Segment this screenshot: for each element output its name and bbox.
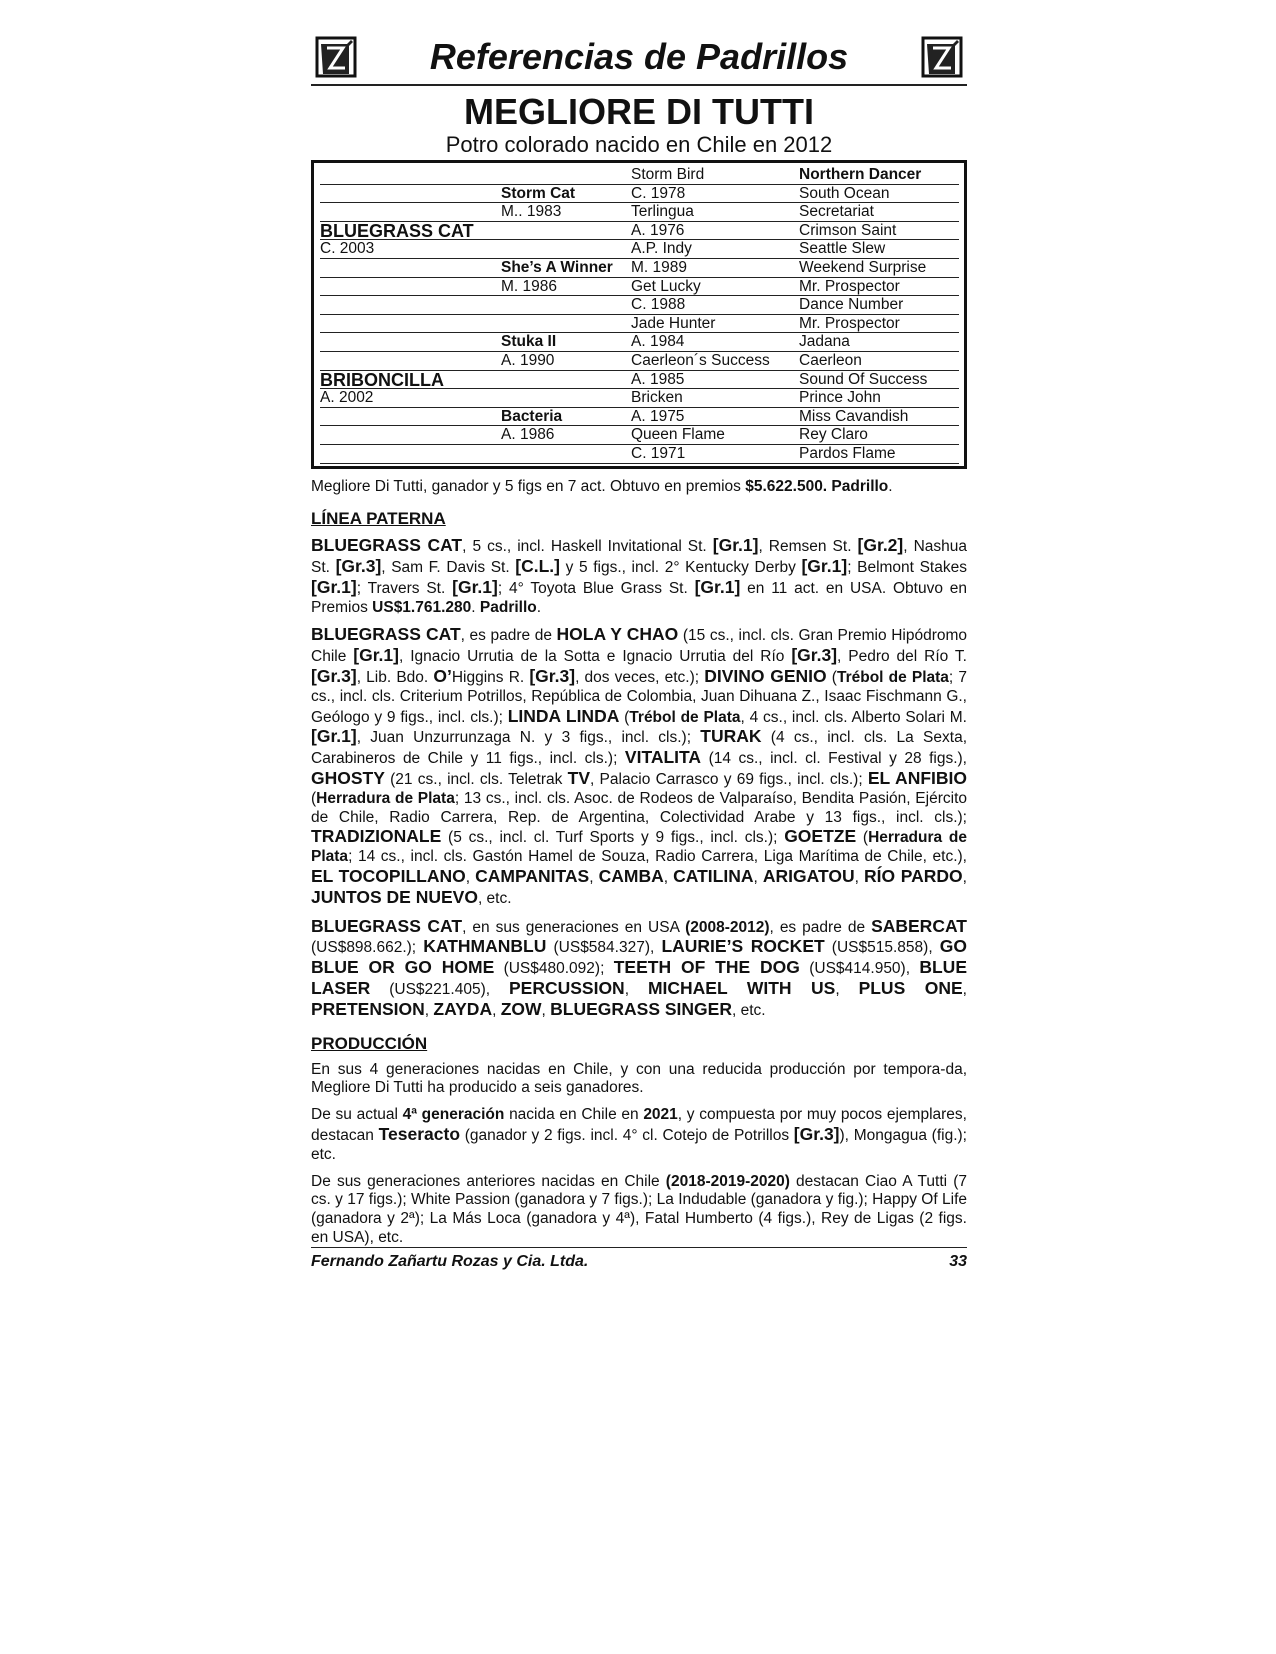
pedigree-cell [320, 445, 501, 464]
pedigree-cell: Mr. Prospector [799, 278, 959, 297]
pedigree-row [320, 259, 960, 278]
pedigree-cell: Jadana [799, 333, 959, 352]
pedigree-cell: C. 1971 [631, 445, 799, 464]
pedigree-cell: Rey Claro [799, 426, 959, 445]
footer-company: Fernando Zañartu Rozas y Cia. Ltda. [311, 1253, 589, 1270]
pedigree-cell [501, 315, 631, 334]
pedigree-cell [320, 278, 501, 297]
pedigree-cell [501, 222, 631, 241]
pedigree-cell [320, 259, 501, 278]
pedigree-cell: Storm Bird [631, 166, 799, 185]
pedigree-cell: Seattle Slew [799, 240, 959, 259]
pedigree-cell: C. 1978 [631, 185, 799, 204]
pedigree-row [320, 222, 960, 241]
pedigree-cell: Bacteria [501, 408, 631, 427]
pedigree-cell: Storm Cat [501, 185, 631, 204]
pedigree-row [320, 408, 960, 427]
pedigree-row [320, 315, 960, 334]
produccion-paragraph-2: De su actual 4ª generación nacida en Chile en 2021, y compuesta por muy pocos ejemplares, destacan Teseracto (ganador y 2 figs. incl. 4° cl. Cotejo de Potrillos [Gr.3]), Mongagua (fig.); etc. [311, 1106, 967, 1163]
page-number: 33 [949, 1253, 967, 1270]
horse-description: Potro colorado nacido en Chile en 2012 [445, 132, 833, 157]
pedigree-row [320, 296, 960, 315]
pedigree-cell: A. 1976 [631, 222, 799, 241]
pedigree-cell: Caerleon´s Success [631, 352, 799, 371]
page-footer [311, 1247, 967, 1271]
pedigree-cell: C. 2003 [320, 240, 501, 259]
pedigree-cell [320, 352, 501, 371]
paterna-paragraph-2: BLUEGRASS CAT, es padre de HOLA Y CHAO (15 cs., incl. cls. Gran Premio Hipódromo Chile [Gr.1], Ignacio Urrutia de la Sotta e Ignacio Urrutia del Río [Gr.3], Pedro del Río T. [Gr.3], Lib. Bdo. O’Higgins R. [Gr.3], dos veces, etc.); DIVINO GENIO (Trébol de Plata; 7 cs., incl. cls. Criterium Potrillos, República de Colombia, Juan Dihuana Z., Isaac Fischmann G., Geólogo y 9 figs., incl. cls.); LINDA LINDA (Trébol de Plata, 4 cs., incl. cls. Alberto Solari M. [Gr.1], Juan Unzurrunzaga N. y 3 figs., incl. cls.); TURAK (4 cs., incl. cls. La Sexta, Carabineros de Chile y 11 figs., incl. cls.); VITALITA (14 cs., incl. cl. Festival y 28 figs.), GHOSTY (21 cs., incl. cls. Teletrak TV, Palacio Carrasco y 69 figs., incl. cls.); EL ANFIBIO (Herradura de Plata; 13 cs., incl. cls. Asoc. de Rodeos de Valparaíso, Bendita Pasión, Ejército de Chile, Radio Carrera, Rep. de Argentina, Colectividad Arabe y 13 figs., incl. cls.); TRADIZIONALE (5 cs., incl. cl. Turf Sports y 9 figs., incl. cls.); GOETZE (Herradura de Plata; 14 cs., incl. cls. Gastón Hamel de Souza, Radio Carrera, Liga Marítima de Chile, etc.), EL TOCOPILLANO, CAMPANITAS, CAMBA, CATILINA, ARIGATOU, RÍO PARDO, JUNTOS DE NUEVO, etc. [311, 624, 968, 907]
pedigree-cell: Queen Flame [631, 426, 799, 445]
pedigree-cell: Crimson Saint [799, 222, 959, 241]
pedigree-row [320, 389, 960, 408]
page-header [311, 32, 967, 86]
pedigree-row [320, 333, 960, 352]
pedigree-cell: A. 2002 [320, 389, 501, 408]
pedigree-cell [501, 371, 631, 390]
pedigree-cell: Sound Of Success [799, 371, 959, 390]
pedigree-cell [320, 296, 501, 315]
pedigree-row [320, 203, 960, 222]
pedigree-cell: BLUEGRASS CAT [320, 222, 501, 241]
pedigree-cell: She’s A Winner [501, 259, 631, 278]
pedigree-cell [501, 389, 631, 408]
pedigree-cell: South Ocean [799, 185, 959, 204]
summary-text: Megliore Di Tutti, ganador y 5 figs en 7 act. Obtuvo en premios $5.622.500. Padrillo. [311, 477, 893, 495]
section-heading-paterna: LÍNEA PATERNA [311, 509, 446, 529]
pedigree-row [320, 426, 960, 445]
pedigree-cell [320, 426, 501, 445]
pedigree-cell [320, 315, 501, 334]
pedigree-cell: C. 1988 [631, 296, 799, 315]
pedigree-row [320, 278, 960, 297]
pedigree-cell: A. 1975 [631, 408, 799, 427]
pedigree-cell: M. 1989 [631, 259, 799, 278]
pedigree-cell: Northern Dancer [799, 166, 959, 185]
page [311, 32, 967, 1248]
pedigree-table [311, 160, 967, 469]
pedigree-cell: M.. 1983 [501, 203, 631, 222]
pedigree-cell: A.P. Indy [631, 240, 799, 259]
pedigree-cell: A. 1984 [631, 333, 799, 352]
logo-icon [919, 34, 965, 80]
pedigree-cell: Stuka II [501, 333, 631, 352]
produccion-paragraph-3: De sus generaciones anteriores nacidas en Chile (2018-2019-2020) destacan Ciao A Tutti (7 cs. y 17 figs.); White Passion (ganadora y 7 figs.); La Indudable (ganadora y fig.); Happy Of Life (ganadora y 2ª); La Más Loca (ganadora y 4ª), Fatal Humberto (4 figs.), Rey de Ligas (2 figs. en USA), etc. [311, 1172, 967, 1246]
pedigree-cell: Bricken [631, 389, 799, 408]
pedigree-cell: Mr. Prospector [799, 315, 959, 334]
paterna-paragraph-3: BLUEGRASS CAT, en sus generaciones en USA (2008-2012), es padre de SABERCAT (US$898.662.); KATHMANBLU (US$584.327), LAURIE’S ROCKET (US$515.858), GO BLUE OR GO HOME (US$480.092); TEETH OF THE DOG (US$414.950), BLUE LASER (US$221.405), PERCUSSION, MICHAEL WITH US, PLUS ONE, PRETENSION, ZAYDA, ZOW, BLUEGRASS SINGER, etc. [311, 915, 967, 1019]
pedigree-cell: Jade Hunter [631, 315, 799, 334]
pedigree-row [320, 185, 960, 204]
pedigree-row [320, 371, 960, 390]
pedigree-row [320, 166, 960, 185]
pedigree-cell: Get Lucky [631, 278, 799, 297]
pedigree-row [320, 240, 960, 259]
pedigree-cell: A. 1986 [501, 426, 631, 445]
pedigree-cell [501, 240, 631, 259]
paterna-paragraph-1: BLUEGRASS CAT, 5 cs., incl. Haskell Invitational St. [Gr.1], Remsen St. [Gr.2], Nashua St. [Gr.3], Sam F. Davis St. [C.L.] y 5 figs., incl. 2° Kentucky Derby [Gr.1]; Belmont Stakes [Gr.1]; Travers St. [Gr.1]; 4° Toyota Blue Grass St. [Gr.1] en 11 act. en USA. Obtuvo en Premios US$1.761.280. Padrillo. [311, 535, 968, 616]
pedigree-cell: Weekend Surprise [799, 259, 959, 278]
horse-name: MEGLIORE DI TUTTI [464, 91, 814, 132]
pedigree-cell: Terlingua [631, 203, 799, 222]
pedigree-cell: BRIBONCILLA [320, 371, 501, 390]
pedigree-cell [501, 445, 631, 464]
pedigree-cell [320, 333, 501, 352]
pedigree-cell: M. 1986 [501, 278, 631, 297]
pedigree-cell [320, 408, 501, 427]
pedigree-cell: Secretariat [799, 203, 959, 222]
pedigree-cell: A. 1985 [631, 371, 799, 390]
pedigree-row [320, 445, 960, 464]
page-title: Referencias de Padrillos [429, 36, 849, 77]
pedigree-cell [320, 185, 501, 204]
pedigree-cell: Dance Number [799, 296, 959, 315]
pedigree-cell: Pardos Flame [799, 445, 959, 464]
logo-icon [313, 34, 359, 80]
pedigree-cell: Miss Cavandish [799, 408, 959, 427]
pedigree-cell: Caerleon [799, 352, 959, 371]
pedigree-cell [501, 166, 631, 185]
pedigree-row [320, 352, 960, 371]
pedigree-cell [320, 166, 501, 185]
pedigree-cell: Prince John [799, 389, 959, 408]
pedigree-cell: A. 1990 [501, 352, 631, 371]
pedigree-cell [501, 296, 631, 315]
section-heading-produccion: PRODUCCIÓN [311, 1033, 428, 1053]
produccion-paragraph-1: En sus 4 generaciones nacidas en Chile, y con una reducida producción por tempora-da, Megliore Di Tutti ha producido a seis ganadores. [311, 1060, 967, 1097]
pedigree-cell [320, 203, 501, 222]
